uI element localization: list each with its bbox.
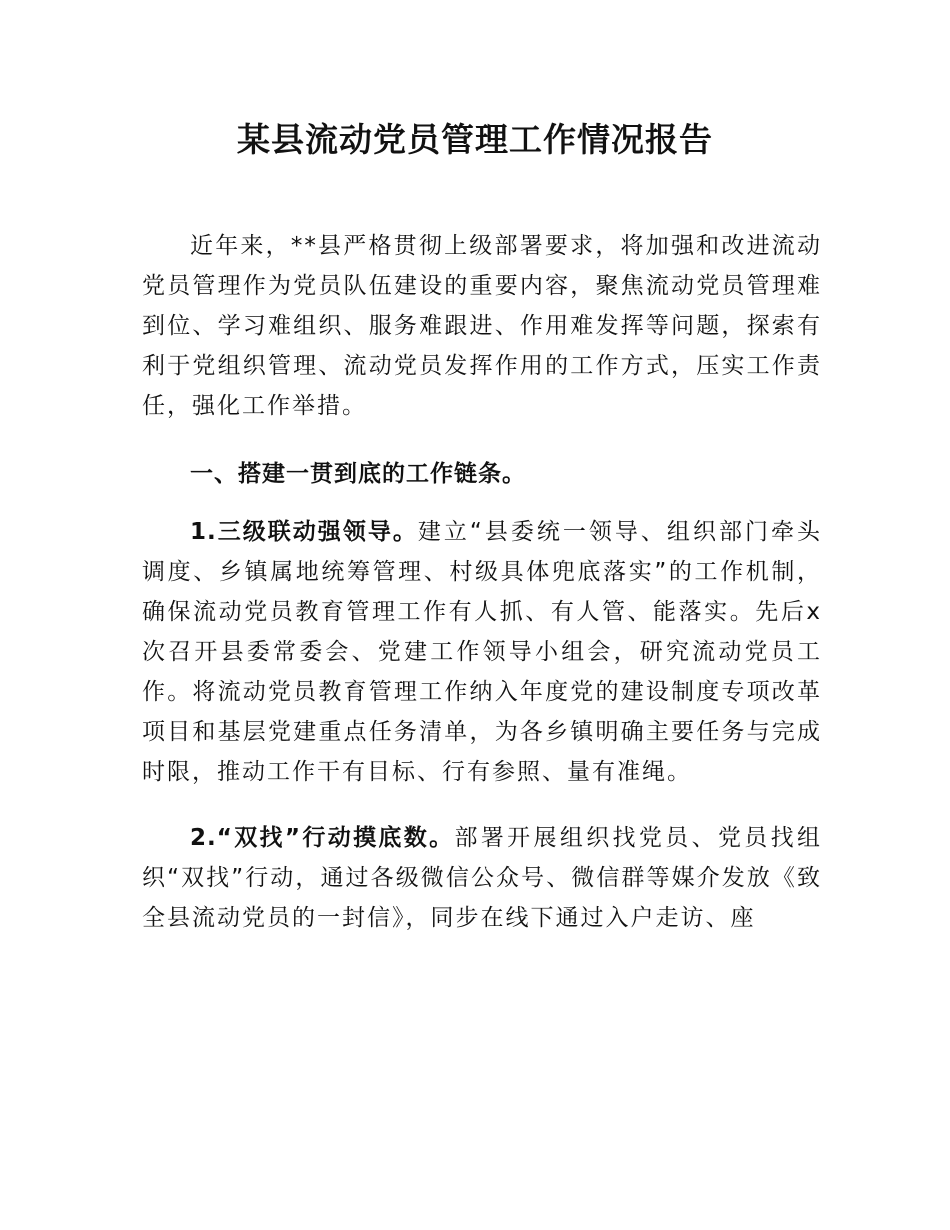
item-2-paragraph [142,818,822,938]
item-2-lead: 2.“双找”行动摸底数。 [190,825,455,851]
item-1-paragraph [142,512,822,792]
intro-paragraph: 近年来，**县严格贯彻上级部署要求，将加强和改进流动党员管理作为党员队伍建设的重要内容，聚焦流动党员管理难到位、学习难组织、服务难跟进、作用难发挥等问题，探索有利于党组织管理、流动党员发挥作用的工作方式，压实工作责任，强化工作举措。 [142,233,822,419]
document-body [142,226,822,954]
item-2-body: 部署开展组织找党员、党员找组织“双找”行动，通过各级微信公众号、微信群等媒介发放《致全县流动党员的一封信》，同步在线下通过入户走访、座 [142,825,822,931]
item-1-lead: 1.三级联动强领导。 [190,519,418,545]
document-title: 某县流动党员管理工作情况报告 [237,120,713,159]
item-1-body: 建立“县委统一领导、组织部门牵头调度、乡镇属地统筹管理、村级具体兜底落实”的工作机制，确保流动党员教育管理工作有人抓、有人管、能落实。先后x次召开县委常委会、党建工作领导小组会，研究流动党员工作。将流动党员教育管理工作纳入年度党的建设制度专项改革项目和基层党建重点任务清单，为各乡镇明确主要任务与完成时限，推动工作干有目标、行有参照、量有准绳。 [142,519,822,785]
section-heading-1: 一、搭建一贯到底的工作链条。 [190,461,526,487]
